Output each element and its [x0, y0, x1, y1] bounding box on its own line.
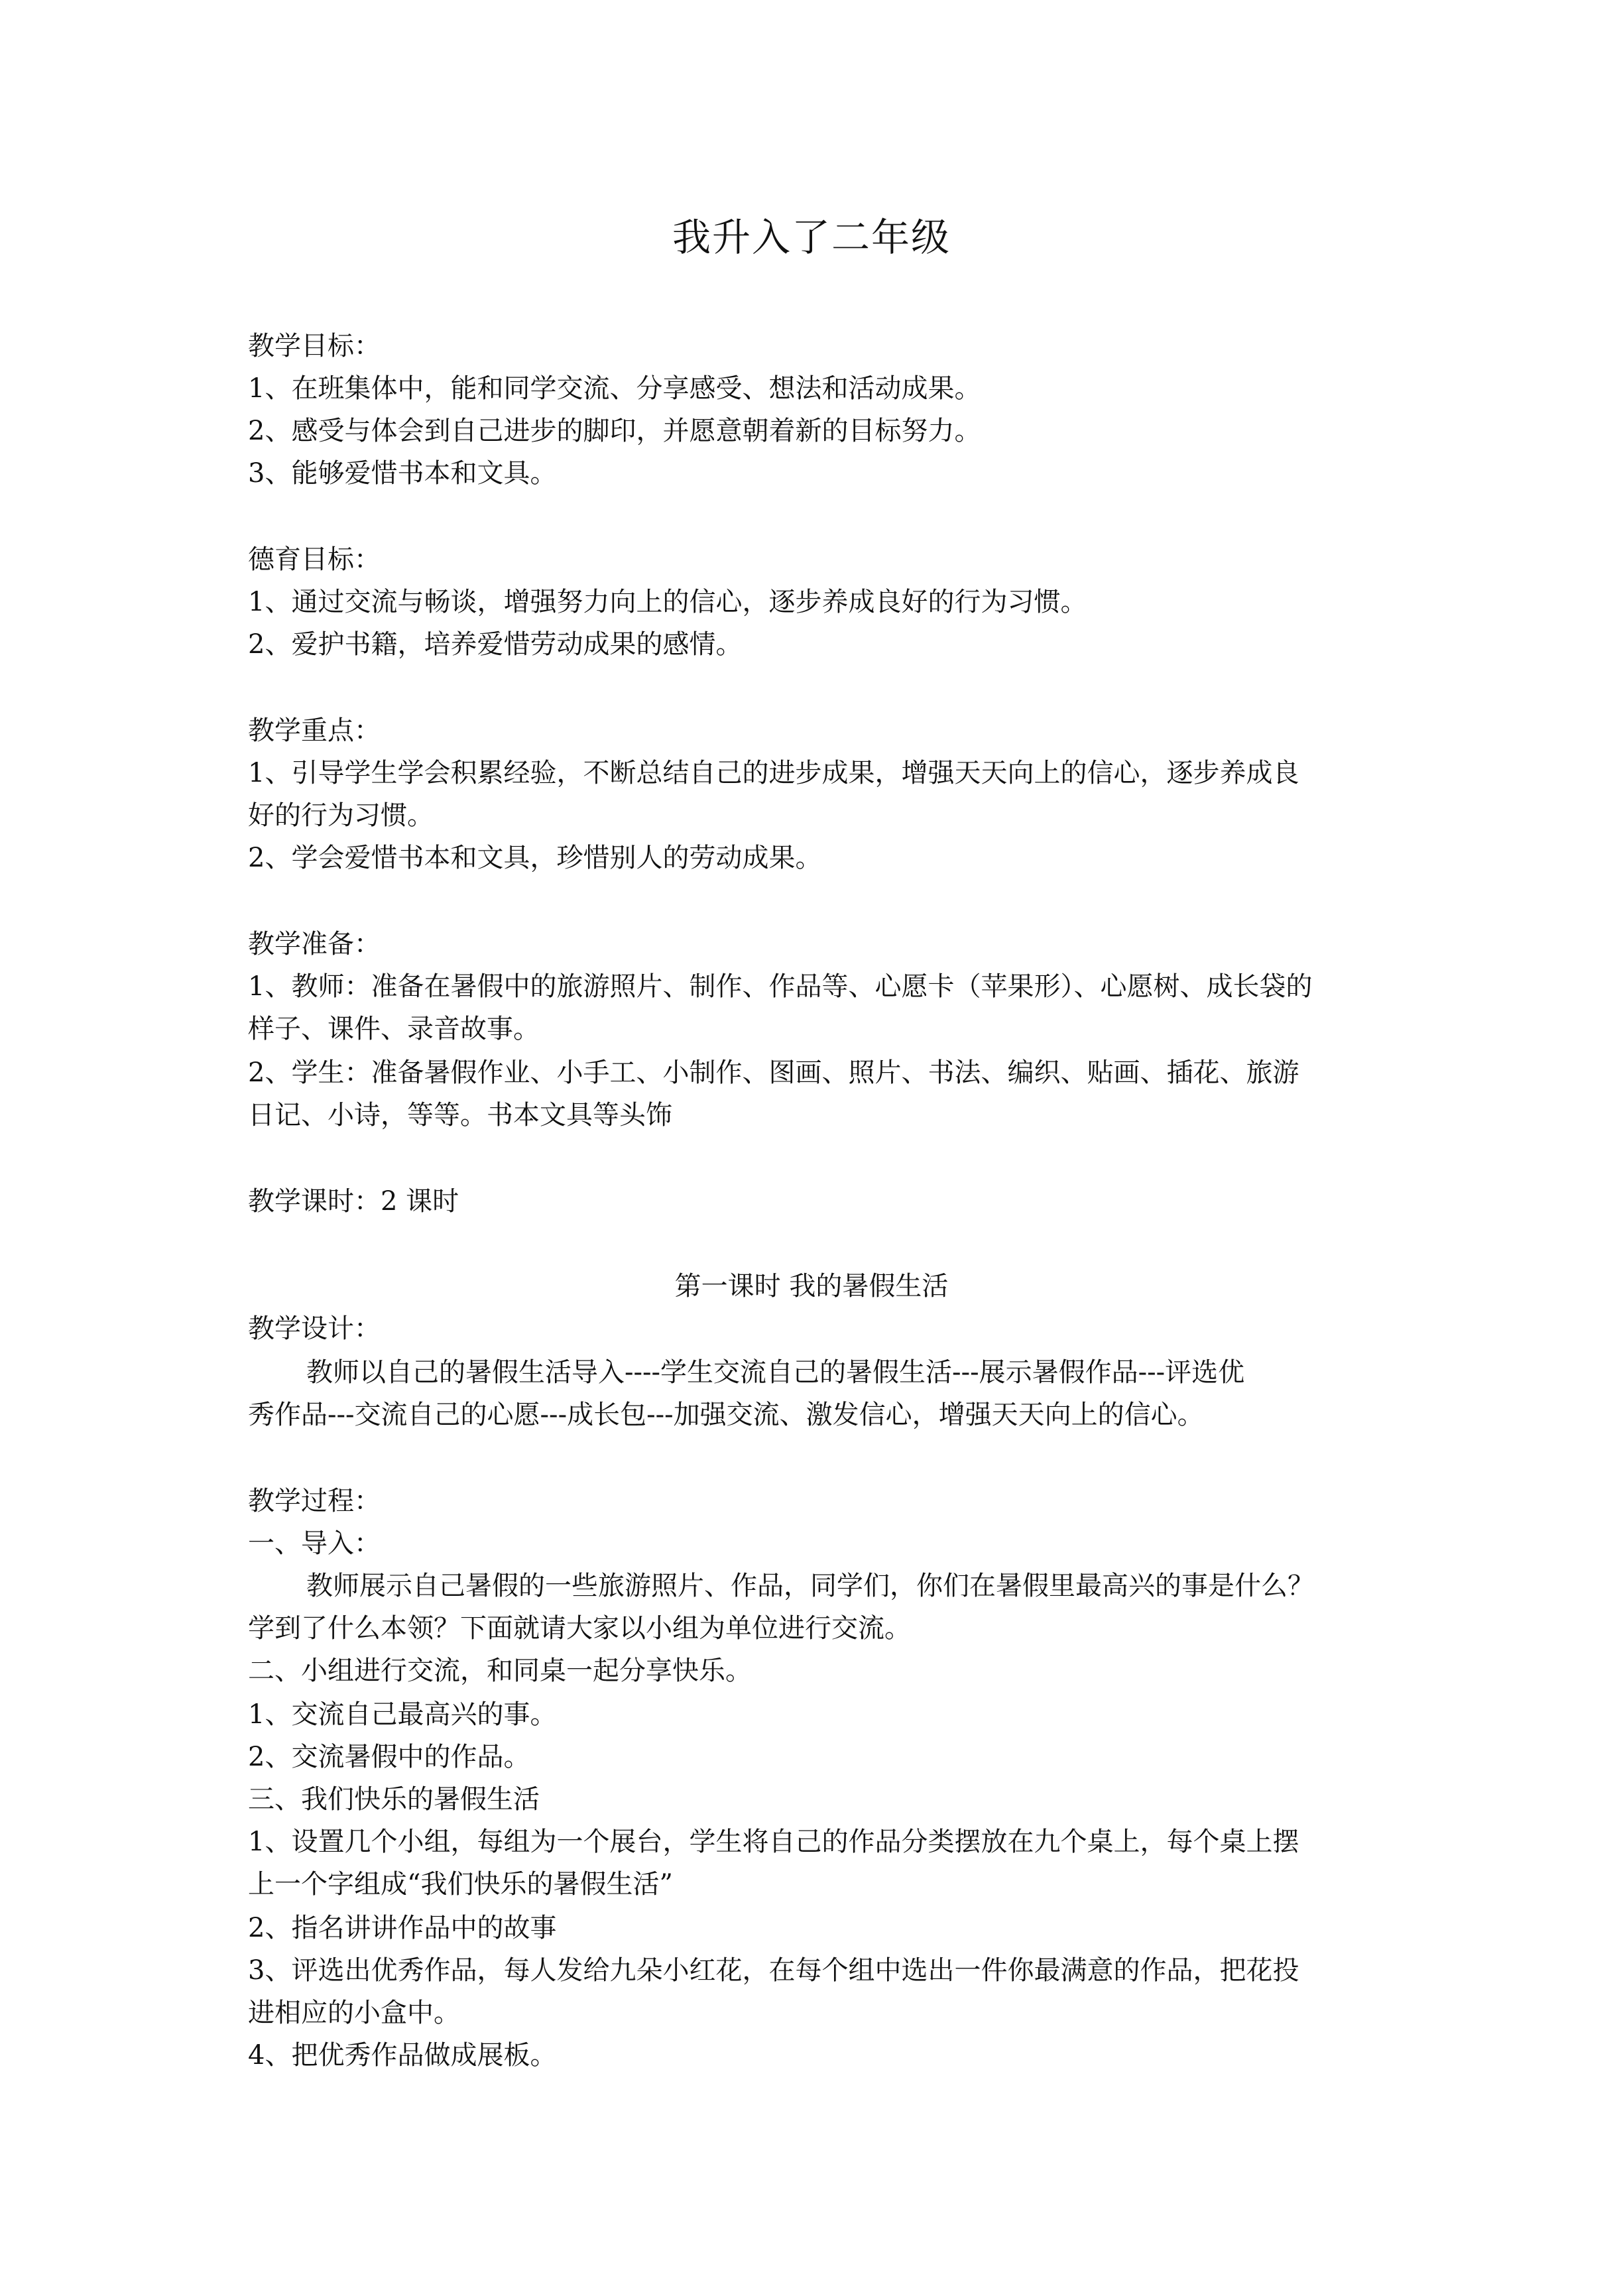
- teaching-goal-item: 3、能够爱惜书本和文具。: [248, 458, 557, 489]
- preparation-heading: 教学准备：: [248, 929, 381, 959]
- process-line: 上一个字组成“我们快乐的暑假生活”: [248, 1869, 673, 1900]
- process-line: 2、指名讲讲作品中的故事: [248, 1913, 557, 1943]
- moral-goal-item: 1、通过交流与畅谈，增强努力向上的信心，逐步养成良好的行为习惯。: [248, 587, 1087, 617]
- key-points-line: 好的行为习惯。: [248, 800, 434, 831]
- process-line: 3、评选出优秀作品，每人发给九朵小红花，在每个组中选出一件你最满意的作品，把花投: [248, 1955, 1299, 1986]
- key-points-heading: 教学重点：: [248, 715, 381, 746]
- process-line: 1、交流自己最高兴的事。: [248, 1699, 557, 1730]
- preparation-line: 样子、课件、录音故事。: [248, 1014, 540, 1044]
- lesson1-title: 第一课时 我的暑假生活: [674, 1271, 949, 1301]
- process-line: 二、小组进行交流，和同桌一起分享快乐。: [248, 1656, 752, 1686]
- process-line: 一、导入：: [248, 1528, 381, 1559]
- process-line: 2、交流暑假中的作品。: [248, 1742, 530, 1772]
- preparation-line: 日记、小诗，等等。书本文具等头饰: [248, 1100, 672, 1130]
- design-line: 教师以自己的暑假生活导入----学生交流自己的暑假生活---展示暑假作品---评选优: [306, 1357, 1245, 1388]
- process-line: 三、我们快乐的暑假生活: [248, 1784, 540, 1815]
- preparation-line: 2、学生：准备暑假作业、小手工、小制作、图画、照片、书法、编织、贴画、插花、旅游: [248, 1057, 1299, 1088]
- key-points-line: 2、学会爱惜书本和文具，珍惜别人的劳动成果。: [248, 843, 822, 873]
- key-points-line: 1、引导学生学会积累经验，不断总结自己的进步成果，增强天天向上的信心，逐步养成良: [248, 758, 1299, 788]
- process-heading: 教学过程：: [248, 1486, 381, 1516]
- process-line: 学到了什么本领？下面就请大家以小组为单位进行交流。: [248, 1613, 911, 1644]
- process-line: 教师展示自己暑假的一些旅游照片、作品，同学们，你们在暑假里最高兴的事是什么？: [306, 1571, 1314, 1601]
- process-line: 1、设置几个小组，每组为一个展台，学生将自己的作品分类摆放在九个桌上，每个桌上摆: [248, 1827, 1299, 1857]
- class-hours: 教学课时：2 课时: [248, 1186, 459, 1217]
- preparation-line: 1、教师：准备在暑假中的旅游照片、制作、作品等、心愿卡（苹果形）、心愿树、成长袋的: [248, 971, 1313, 1002]
- document-title: 我升入了二年级: [672, 215, 951, 260]
- teaching-goals-heading: 教学目标：: [248, 331, 381, 361]
- teaching-goal-item: 2、感受与体会到自己进步的脚印，并愿意朝着新的目标努力。: [248, 416, 981, 446]
- moral-goal-item: 2、爱护书籍，培养爱惜劳动成果的感情。: [248, 629, 743, 660]
- moral-goals-heading: 德育目标：: [248, 544, 381, 575]
- design-heading: 教学设计：: [248, 1313, 381, 1344]
- teaching-goal-item: 1、在班集体中，能和同学交流、分享感受、想法和活动成果。: [248, 373, 981, 404]
- design-line: 秀作品---交流自己的心愿---成长包---加强交流、激发信心，增强天天向上的信心。: [248, 1400, 1204, 1430]
- process-line: 4、把优秀作品做成展板。: [248, 2040, 557, 2071]
- process-line: 进相应的小盒中。: [248, 1998, 460, 2028]
